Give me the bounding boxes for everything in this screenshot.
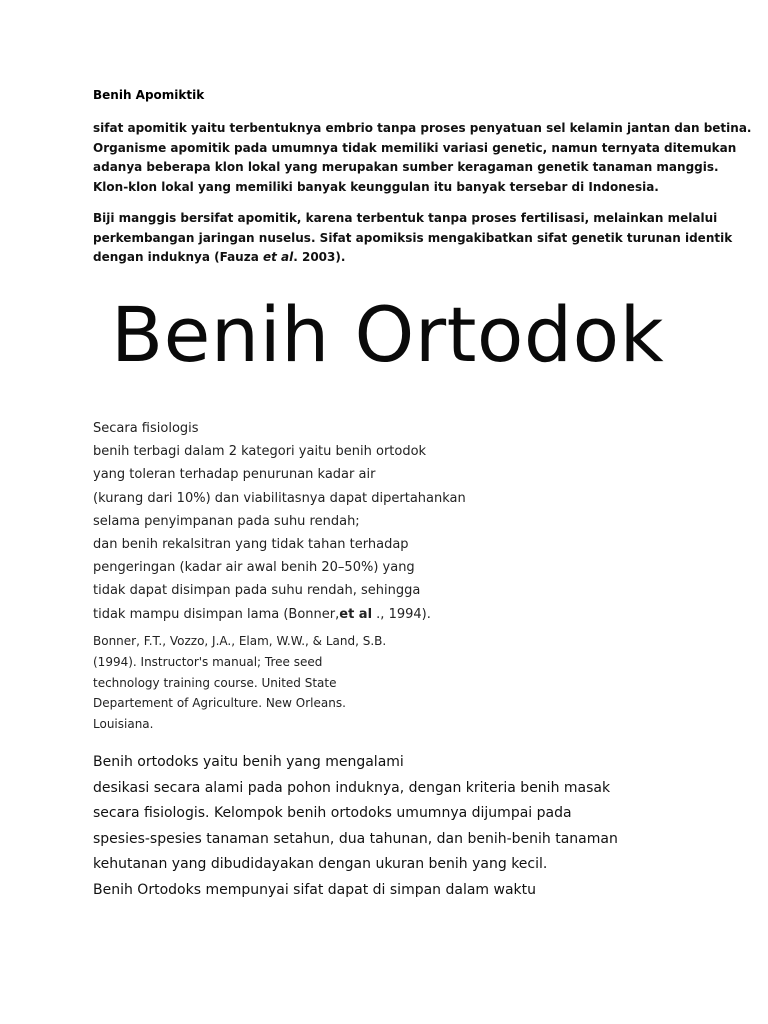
text-line: Biji manggis bersifat apomitik, karena terbentuk tanpa proses fertilisasi, melainkan melalui bbox=[93, 211, 718, 225]
text-segment: dengan induknya (Fauza bbox=[93, 250, 263, 264]
paragraph-benih-ortodoks bbox=[93, 750, 618, 903]
section-heading-apomiktik: Benih Apomiktik bbox=[93, 88, 205, 102]
text-line: kehutanan yang dibudidayakan dengan ukuran benih yang kecil. bbox=[93, 856, 548, 872]
text-line: yang toleran terhadap penurunan kadar air bbox=[93, 467, 376, 483]
text-segment: . 2003). bbox=[293, 250, 346, 264]
text-line: technology training course. United State bbox=[93, 675, 337, 690]
text-line: perkembangan jaringan nuselus. Sifat apomiksis mengakibatkan sifat genetik turunan identik bbox=[93, 230, 733, 245]
text-line: Benih ortodoks yaitu benih yang mengalami bbox=[93, 754, 404, 770]
text-line: (kurang dari 10%) dan viabilitasnya dapat dipertahankan bbox=[93, 490, 466, 506]
text-line: Organisme apomitik pada umumnya tidak memiliki variasi genetic, namun ternyata ditemukan bbox=[93, 140, 737, 155]
text-line: pengeringan (kadar air awal benih 20–50%) yang bbox=[93, 560, 415, 576]
text-line: (1994). Instructor's manual; Tree seed bbox=[93, 654, 323, 669]
text-line: Klon-klon lokal yang memiliki banyak keunggulan itu banyak tersebar di Indonesia. bbox=[93, 179, 659, 194]
citation-italic: et al bbox=[262, 250, 294, 264]
citation-bold: et al bbox=[339, 606, 373, 622]
paragraph-fisiologis bbox=[93, 417, 466, 626]
text-line: Louisiana. bbox=[93, 717, 154, 732]
text-line: tidak dapat disimpan pada suhu rendah, sehingga bbox=[93, 583, 421, 599]
reference-bonner bbox=[93, 631, 386, 735]
text-line: secara fisiologis. Kelompok benih ortodoks umumnya dijumpai pada bbox=[93, 805, 572, 821]
text-line: Bonner, F.T., Vozzo, J.A., Elam, W.W., & Land, S.B. bbox=[93, 634, 387, 648]
text-line: Secara fisiologis bbox=[93, 421, 199, 436]
text-segment: ., 1994). bbox=[372, 606, 431, 622]
page-title: Benih Ortodok bbox=[111, 290, 665, 379]
text-line: Benih Ortodoks mempunyai sifat dapat di simpan dalam waktu bbox=[93, 881, 537, 898]
paragraph-apomitik-definition bbox=[93, 119, 751, 197]
text-line: selama penyimpanan pada suhu rendah; bbox=[93, 513, 360, 529]
text-line bbox=[93, 248, 732, 268]
text-line: desikasi secara alami pada pohon induknya, dengan kriteria benih masak bbox=[93, 779, 611, 796]
paragraph-manggis-apomitik bbox=[93, 209, 732, 268]
text-line: adanya beberapa klon lokal yang merupakan sumber keragaman genetik tanaman manggis. bbox=[93, 160, 719, 174]
text-segment: tidak mampu disimpan lama (Bonner, bbox=[93, 606, 340, 622]
text-line: Departement of Agriculture. New Orleans. bbox=[93, 696, 346, 711]
text-line: dan benih rekalsitran yang tidak tahan terhadap bbox=[93, 537, 409, 553]
text-line: spesies-spesies tanaman setahun, dua tahunan, dan benih-benih tanaman bbox=[93, 830, 618, 847]
text-line: sifat apomitik yaitu terbentuknya embrio tanpa proses penyatuan sel kelamin jantan dan betina. bbox=[93, 121, 752, 135]
text-line bbox=[93, 603, 466, 626]
text-line: benih terbagi dalam 2 kategori yaitu benih ortodok bbox=[93, 444, 427, 460]
